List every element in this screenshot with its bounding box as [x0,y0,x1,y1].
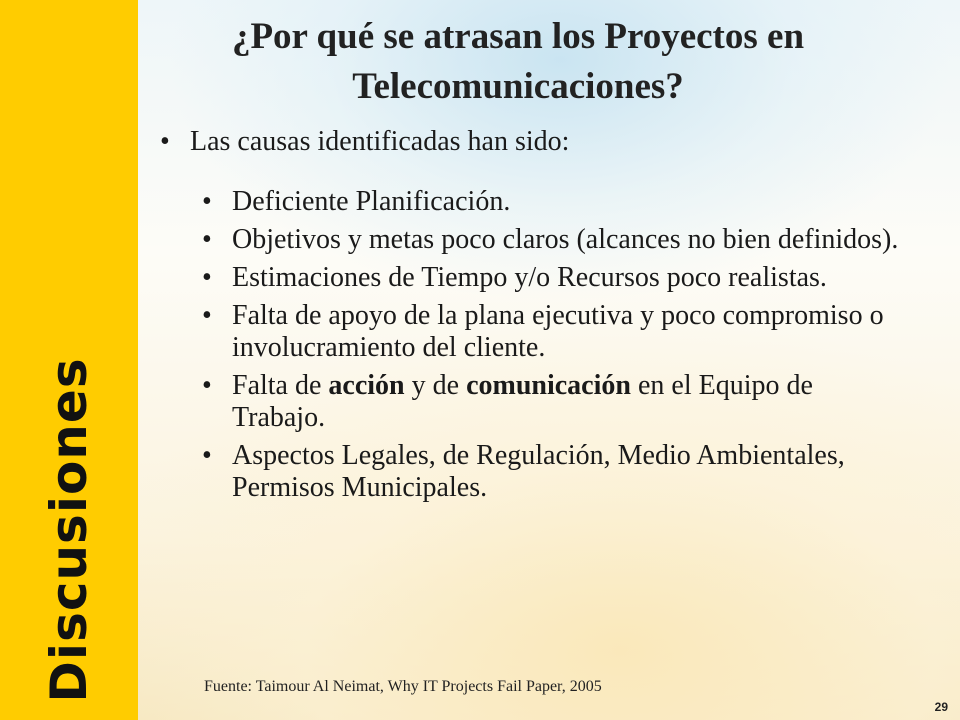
bullet-marker: • [160,126,170,157]
emphasis-action: acción [328,370,405,401]
list-item [202,186,902,218]
source-citation: Fuente: Taimour Al Neimat, Why IT Projects Fail Paper, 2005 [204,678,602,695]
sidebar [0,0,138,720]
bullet-marker: • [202,370,212,401]
lead-bullet [160,126,569,158]
bullet-marker: • [202,440,212,471]
bullet-marker: • [202,262,212,293]
list-item [202,370,902,434]
bullet-marker: • [202,186,212,217]
text-segment: y de [404,370,467,401]
list-item-text: Estimaciones de Tiempo y/o Recursos poco realistas. [232,262,827,293]
list-item-text: Falta de apoyo de la plana ejecutiva y poco compromiso o involucramiento del cliente. [232,300,884,363]
sidebar-label: Discusiones [40,357,98,703]
list-item-text: Aspectos Legales, de Regulación, Medio Ambientales, Permisos Municipales. [232,440,845,503]
lead-text: Las causas identificadas han sido: [190,126,570,157]
list-item [202,440,902,504]
list-item [202,300,902,364]
list-item-text [232,370,902,434]
emphasis-communication: comunicación [466,370,631,401]
slide-title: ¿Por qué se atrasan los Proyectos en Telecomunicaciones? [231,16,805,107]
list-item [202,224,902,256]
causes-list [202,186,902,510]
text-segment: en el Equipo de Trabajo. [232,370,813,433]
list-item-text: Deficiente Planificación. [232,186,511,217]
list-item [202,262,902,294]
text-segment: Falta de [232,370,329,401]
page-number: 29 [934,700,948,714]
bullet-marker: • [202,224,212,255]
bullet-marker: • [202,300,212,331]
list-item-text: Objetivos y metas poco claros (alcances no bien definidos). [232,224,899,255]
